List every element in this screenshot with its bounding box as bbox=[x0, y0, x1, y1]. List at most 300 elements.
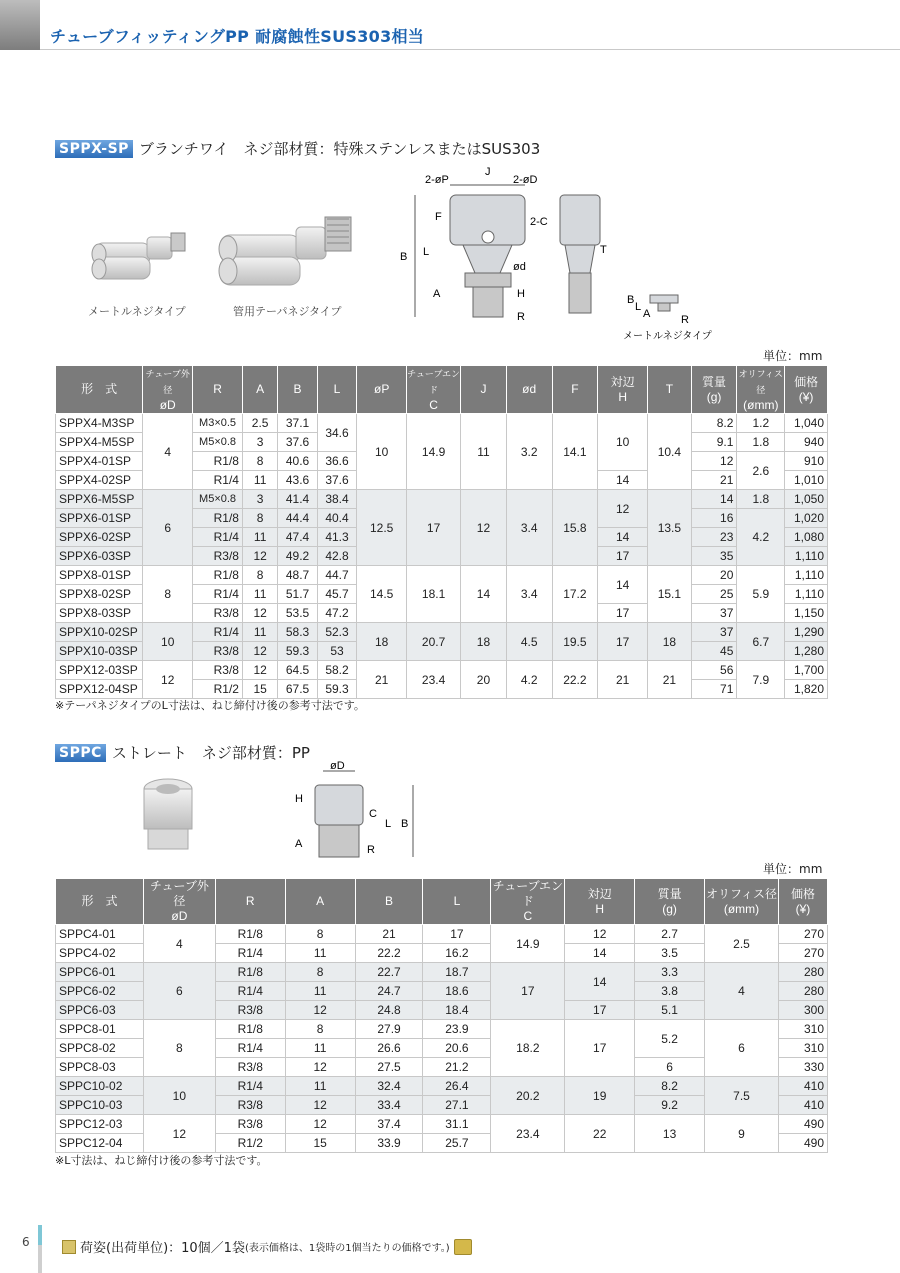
dim-a: A bbox=[433, 288, 441, 300]
table-cell: SPPX6-M5SP bbox=[56, 490, 143, 509]
table-cell: 3.5 bbox=[635, 944, 705, 963]
th-hex: 対辺 H bbox=[598, 366, 648, 414]
table-cell: 10 bbox=[143, 623, 193, 661]
table-cell: 18 bbox=[461, 623, 507, 661]
table-row bbox=[56, 566, 828, 585]
table-cell: 34.6 bbox=[317, 414, 356, 452]
sppx-header-row bbox=[56, 366, 828, 414]
th-tube-od: チューブ外径 øD bbox=[143, 366, 193, 414]
table-cell: 21 bbox=[598, 661, 648, 699]
box-icon bbox=[62, 1240, 76, 1254]
sppc-title: ストレート ネジ部材質：PP bbox=[111, 744, 310, 762]
table-cell: 1,700 bbox=[785, 661, 828, 680]
table-cell: 53 bbox=[317, 642, 356, 661]
table-cell: SPPX4-02SP bbox=[56, 471, 143, 490]
sppc-unit: 単位：mm bbox=[763, 862, 823, 876]
table-cell: 52.3 bbox=[317, 623, 356, 642]
th-r: R bbox=[215, 879, 285, 925]
table-cell: R1/4 bbox=[215, 944, 285, 963]
table-cell: SPPX6-02SP bbox=[56, 528, 143, 547]
table-cell: 37.6 bbox=[317, 471, 356, 490]
table-cell: 11 bbox=[285, 1039, 355, 1058]
table-cell: SPPX4-01SP bbox=[56, 452, 143, 471]
table-cell: 18.7 bbox=[423, 963, 491, 982]
table-cell: R1/4 bbox=[193, 528, 243, 547]
table-cell: R1/4 bbox=[193, 623, 243, 642]
table-cell: 12 bbox=[598, 490, 648, 528]
page-header bbox=[0, 0, 900, 50]
table-cell: 4.2 bbox=[506, 661, 552, 699]
table-cell: 20.2 bbox=[491, 1077, 565, 1115]
table-cell: 8 bbox=[242, 509, 277, 528]
table-cell: 22.2 bbox=[552, 661, 598, 699]
table-cell: 15.8 bbox=[552, 490, 598, 566]
table-cell: 15 bbox=[242, 680, 277, 699]
table-cell: 5.9 bbox=[737, 566, 785, 623]
table-cell: 20.7 bbox=[407, 623, 461, 661]
table-cell: 3.4 bbox=[506, 490, 552, 566]
table-cell: 8 bbox=[143, 566, 193, 623]
sppx-spec-table bbox=[55, 365, 828, 699]
table-cell: R1/4 bbox=[193, 585, 243, 604]
table-cell: 41.3 bbox=[317, 528, 356, 547]
table-cell: 23.9 bbox=[423, 1020, 491, 1039]
table-cell: 8.2 bbox=[691, 414, 737, 433]
table-cell: 3.3 bbox=[635, 963, 705, 982]
sppx-caption-taper: 管用テーパネジタイプ bbox=[233, 305, 342, 318]
footer-main-text: 荷姿(出荷単位)：10個／1袋 bbox=[80, 1241, 245, 1256]
table-cell: 1,080 bbox=[785, 528, 828, 547]
table-cell: R3/8 bbox=[193, 661, 243, 680]
table-cell: 17 bbox=[565, 1001, 635, 1020]
table-cell: 20 bbox=[691, 566, 737, 585]
table-cell: 12 bbox=[285, 1115, 355, 1134]
table-row bbox=[56, 661, 828, 680]
th-orifice: オリフィス径 (ømm) bbox=[705, 879, 779, 925]
table-cell: 14 bbox=[565, 944, 635, 963]
th-model: 形 式 bbox=[56, 366, 143, 414]
table-cell: 12 bbox=[285, 1096, 355, 1115]
table-cell: 32.4 bbox=[355, 1077, 423, 1096]
table-cell: 14.9 bbox=[491, 925, 565, 963]
table-cell: 17 bbox=[598, 547, 648, 566]
table-cell: 21 bbox=[357, 661, 407, 699]
sppc-photo bbox=[138, 775, 198, 855]
table-cell: R3/8 bbox=[215, 1096, 285, 1115]
table-cell: 4.5 bbox=[506, 623, 552, 661]
table-cell: SPPC8-01 bbox=[56, 1020, 144, 1039]
table-cell: 3.2 bbox=[506, 414, 552, 490]
table-cell: 490 bbox=[778, 1134, 827, 1153]
table-cell: SPPX6-01SP bbox=[56, 509, 143, 528]
table-cell: 27.5 bbox=[355, 1058, 423, 1077]
table-cell: 1,010 bbox=[785, 471, 828, 490]
table-cell: 10.4 bbox=[648, 414, 692, 490]
dim-j: J bbox=[485, 166, 491, 178]
dim-r2: R bbox=[681, 314, 689, 326]
table-cell: 17 bbox=[565, 1020, 635, 1077]
table-cell: 11 bbox=[285, 982, 355, 1001]
table-cell: R3/8 bbox=[193, 604, 243, 623]
table-cell: SPPC8-03 bbox=[56, 1058, 144, 1077]
table-cell: SPPX8-03SP bbox=[56, 604, 143, 623]
th-p: øP bbox=[357, 366, 407, 414]
table-cell: 44.4 bbox=[278, 509, 317, 528]
table-cell: 2.6 bbox=[737, 452, 785, 490]
table-cell: 51.7 bbox=[278, 585, 317, 604]
sppc-spec-table bbox=[55, 878, 828, 1153]
table-cell: 1,110 bbox=[785, 585, 828, 604]
dim-sppc-b: B bbox=[401, 818, 409, 830]
table-cell: 23 bbox=[691, 528, 737, 547]
table-cell: 23.4 bbox=[491, 1115, 565, 1153]
table-cell: 14 bbox=[565, 963, 635, 1001]
table-cell: 12 bbox=[691, 452, 737, 471]
table-cell: R1/8 bbox=[215, 925, 285, 944]
header-rule bbox=[40, 49, 900, 50]
table-cell: 7.5 bbox=[705, 1077, 779, 1115]
table-cell: R1/4 bbox=[215, 982, 285, 1001]
table-cell: 12 bbox=[242, 547, 277, 566]
table-cell: 64.5 bbox=[278, 661, 317, 680]
table-cell: SPPX6-03SP bbox=[56, 547, 143, 566]
table-cell: 17 bbox=[598, 604, 648, 623]
dim-2p: 2-øP bbox=[425, 174, 449, 186]
table-cell: SPPX12-04SP bbox=[56, 680, 143, 699]
table-cell: SPPC12-04 bbox=[56, 1134, 144, 1153]
table-cell: 910 bbox=[785, 452, 828, 471]
table-cell: 12 bbox=[242, 642, 277, 661]
sppx-note: ※テーパネジタイプのL寸法は、ねじ締付け後の参考寸法です。 bbox=[55, 699, 365, 712]
table-cell: 270 bbox=[778, 944, 827, 963]
table-cell: 10 bbox=[598, 414, 648, 471]
table-cell: 8 bbox=[242, 452, 277, 471]
table-cell: 36.6 bbox=[317, 452, 356, 471]
table-cell: 40.4 bbox=[317, 509, 356, 528]
table-cell: R3/8 bbox=[215, 1001, 285, 1020]
table-cell: 71 bbox=[691, 680, 737, 699]
table-cell: R1/4 bbox=[215, 1077, 285, 1096]
table-cell: SPPX8-01SP bbox=[56, 566, 143, 585]
table-cell: 12.5 bbox=[357, 490, 407, 566]
table-cell: 3 bbox=[242, 490, 277, 509]
table-cell: SPPX4-M5SP bbox=[56, 433, 143, 452]
table-cell: 1,290 bbox=[785, 623, 828, 642]
table-cell: SPPC10-02 bbox=[56, 1077, 144, 1096]
table-cell: 12 bbox=[285, 1001, 355, 1020]
table-cell: 25.7 bbox=[423, 1134, 491, 1153]
table-cell: 8 bbox=[143, 1020, 215, 1077]
dim-2d: 2-øD bbox=[513, 174, 538, 186]
dim-sppc-r: R bbox=[367, 844, 375, 856]
dim-t: T bbox=[600, 244, 607, 256]
dim-r: R bbox=[517, 311, 525, 323]
sppc-dimension-diagram bbox=[285, 757, 425, 867]
th-tube-end: チューブエンド C bbox=[407, 366, 461, 414]
table-cell: 19.5 bbox=[552, 623, 598, 661]
table-cell: 27.1 bbox=[423, 1096, 491, 1115]
table-cell: 6.7 bbox=[737, 623, 785, 661]
table-cell: 12 bbox=[565, 925, 635, 944]
table-cell: SPPC4-02 bbox=[56, 944, 144, 963]
table-cell: 1,280 bbox=[785, 642, 828, 661]
th-mass: 質量 (g) bbox=[635, 879, 705, 925]
table-cell: 1,040 bbox=[785, 414, 828, 433]
th-model: 形 式 bbox=[56, 879, 144, 925]
th-price: 価格 (¥) bbox=[778, 879, 827, 925]
table-cell: 26.6 bbox=[355, 1039, 423, 1058]
table-row bbox=[56, 414, 828, 433]
dim-sppc-a: A bbox=[295, 838, 303, 850]
table-cell: 18 bbox=[357, 623, 407, 661]
page-footer bbox=[0, 1225, 900, 1273]
th-tube-od: チューブ外径 øD bbox=[143, 879, 215, 925]
table-cell: 40.6 bbox=[278, 452, 317, 471]
table-cell: 21 bbox=[648, 661, 692, 699]
th-l: L bbox=[317, 366, 356, 414]
table-cell: 17 bbox=[598, 623, 648, 661]
table-cell: 17 bbox=[423, 925, 491, 944]
table-cell: 33.4 bbox=[355, 1096, 423, 1115]
table-cell: 4.2 bbox=[737, 509, 785, 566]
dim-l2: L bbox=[635, 301, 642, 313]
table-cell: 2.7 bbox=[635, 925, 705, 944]
package-icon bbox=[454, 1239, 472, 1255]
table-cell: 5.2 bbox=[635, 1020, 705, 1058]
table-cell: 10 bbox=[143, 1077, 215, 1115]
th-a: A bbox=[285, 879, 355, 925]
table-cell: 21 bbox=[691, 471, 737, 490]
table-cell: 48.7 bbox=[278, 566, 317, 585]
table-cell: 20 bbox=[461, 661, 507, 699]
dim-d: ød bbox=[513, 261, 526, 273]
table-cell: R1/8 bbox=[215, 1020, 285, 1039]
table-row bbox=[56, 1077, 828, 1096]
table-cell: 8 bbox=[242, 566, 277, 585]
table-cell: 27.9 bbox=[355, 1020, 423, 1039]
table-cell: R1/8 bbox=[215, 963, 285, 982]
table-row bbox=[56, 623, 828, 642]
table-cell: 2.5 bbox=[705, 925, 779, 963]
th-r: R bbox=[193, 366, 243, 414]
table-cell: 37 bbox=[691, 623, 737, 642]
table-cell: R3/8 bbox=[215, 1115, 285, 1134]
footer-bar-accent bbox=[38, 1225, 42, 1245]
table-cell: 9 bbox=[705, 1115, 779, 1153]
table-cell: 11 bbox=[242, 623, 277, 642]
dim-sppc-h: H bbox=[295, 793, 303, 805]
table-cell: 37.6 bbox=[278, 433, 317, 452]
footer-small-text: (表示価格は、1袋時の1個当たりの価格です。) bbox=[244, 1243, 450, 1254]
table-cell: 15.1 bbox=[648, 566, 692, 623]
table-cell: 14 bbox=[691, 490, 737, 509]
table-cell: SPPC6-02 bbox=[56, 982, 144, 1001]
table-cell: 47.2 bbox=[317, 604, 356, 623]
table-cell: 18.2 bbox=[491, 1020, 565, 1077]
table-cell: 410 bbox=[778, 1077, 827, 1096]
table-cell: 22 bbox=[565, 1115, 635, 1153]
table-cell: 14 bbox=[598, 471, 648, 490]
table-cell: 11 bbox=[242, 528, 277, 547]
sppc-header-row bbox=[56, 879, 828, 925]
table-cell: 49.2 bbox=[278, 547, 317, 566]
table-cell: 31.1 bbox=[423, 1115, 491, 1134]
table-cell: 11 bbox=[242, 471, 277, 490]
table-cell: R1/8 bbox=[193, 509, 243, 528]
table-cell: 12 bbox=[143, 1115, 215, 1153]
table-cell: 2.5 bbox=[242, 414, 277, 433]
th-tube-end: チューブエンド C bbox=[492, 879, 564, 923]
table-cell: 1.8 bbox=[737, 490, 785, 509]
table-cell: 12 bbox=[242, 604, 277, 623]
table-cell: 11 bbox=[285, 1077, 355, 1096]
table-cell: SPPC12-03 bbox=[56, 1115, 144, 1134]
table-cell: 310 bbox=[778, 1039, 827, 1058]
table-cell: 1,110 bbox=[785, 547, 828, 566]
dim-sppc-c: C bbox=[369, 808, 377, 820]
table-cell: SPPC10-03 bbox=[56, 1096, 144, 1115]
table-cell: 14.1 bbox=[552, 414, 598, 490]
table-cell: SPPC6-01 bbox=[56, 963, 144, 982]
table-cell: 20.6 bbox=[423, 1039, 491, 1058]
table-cell: R1/2 bbox=[215, 1134, 285, 1153]
table-cell: 43.6 bbox=[278, 471, 317, 490]
table-cell: 280 bbox=[778, 963, 827, 982]
table-cell: 59.3 bbox=[278, 642, 317, 661]
dim-h: H bbox=[517, 288, 525, 300]
table-cell: 1.8 bbox=[737, 433, 785, 452]
table-cell: 14 bbox=[461, 566, 507, 623]
table-cell: R1/8 bbox=[193, 452, 243, 471]
table-cell: 1,110 bbox=[785, 566, 828, 585]
table-cell: SPPX12-03SP bbox=[56, 661, 143, 680]
table-cell: M3×0.5 bbox=[193, 414, 243, 433]
footer-packing-info bbox=[62, 1237, 472, 1256]
table-cell: 11 bbox=[461, 414, 507, 490]
th-l: L bbox=[423, 879, 491, 925]
table-cell: 940 bbox=[785, 433, 828, 452]
sppx-unit: 単位：mm bbox=[763, 349, 823, 363]
th-orifice: オリフィス径 (ømm) bbox=[737, 366, 785, 414]
table-cell: 1,820 bbox=[785, 680, 828, 699]
table-cell: 42.8 bbox=[317, 547, 356, 566]
dim-2c: 2-C bbox=[530, 216, 548, 228]
table-cell: 330 bbox=[778, 1058, 827, 1077]
table-cell: 1,150 bbox=[785, 604, 828, 623]
table-cell: 21.2 bbox=[423, 1058, 491, 1077]
table-cell: 18.1 bbox=[407, 566, 461, 623]
table-cell: 22.7 bbox=[355, 963, 423, 982]
table-cell: 3.8 bbox=[635, 982, 705, 1001]
table-cell: 47.4 bbox=[278, 528, 317, 547]
sppc-note: ※L寸法は、ねじ締付け後の参考寸法です。 bbox=[55, 1154, 268, 1167]
table-cell: SPPC8-02 bbox=[56, 1039, 144, 1058]
header-accent-block bbox=[0, 0, 40, 50]
table-cell: 1,050 bbox=[785, 490, 828, 509]
table-cell: 58.3 bbox=[278, 623, 317, 642]
table-cell: 1.2 bbox=[737, 414, 785, 433]
page-title: チューブフィッティングPP 耐腐蝕性SUS303相当 bbox=[50, 27, 425, 46]
table-row bbox=[56, 1115, 828, 1134]
table-cell: 16.2 bbox=[423, 944, 491, 963]
table-cell: M5×0.8 bbox=[193, 490, 243, 509]
table-cell: 280 bbox=[778, 982, 827, 1001]
table-cell: M5×0.8 bbox=[193, 433, 243, 452]
table-cell: 6 bbox=[705, 1020, 779, 1077]
dim-a2: A bbox=[643, 308, 651, 320]
th-b: B bbox=[355, 879, 423, 925]
table-cell: 9.2 bbox=[635, 1096, 705, 1115]
table-cell: 16 bbox=[691, 509, 737, 528]
table-cell: 12 bbox=[461, 490, 507, 566]
table-cell: 38.4 bbox=[317, 490, 356, 509]
th-b: B bbox=[278, 366, 317, 414]
sppc-badge: SPPC bbox=[55, 744, 106, 762]
table-cell: 53.5 bbox=[278, 604, 317, 623]
dim-sppc-d: øD bbox=[330, 760, 345, 772]
sppx-dimension-diagram bbox=[395, 165, 735, 345]
sppx-taper-photo bbox=[210, 205, 360, 300]
table-row bbox=[56, 1020, 828, 1039]
sppx-title: ブランチワイ ネジ部材質：特殊ステンレスまたはSUS303 bbox=[138, 140, 541, 158]
table-cell: 1,020 bbox=[785, 509, 828, 528]
table-cell: 8 bbox=[285, 925, 355, 944]
table-cell: 18 bbox=[648, 623, 692, 661]
table-cell: 490 bbox=[778, 1115, 827, 1134]
table-cell: SPPX10-03SP bbox=[56, 642, 143, 661]
table-cell: 12 bbox=[143, 661, 193, 699]
table-cell: SPPC4-01 bbox=[56, 925, 144, 944]
table-cell: 10 bbox=[357, 414, 407, 490]
table-cell: 24.7 bbox=[355, 982, 423, 1001]
dim-f: F bbox=[435, 211, 442, 223]
table-cell: 18.4 bbox=[423, 1001, 491, 1020]
table-cell: R3/8 bbox=[215, 1058, 285, 1077]
table-cell: 37.4 bbox=[355, 1115, 423, 1134]
table-cell: 67.5 bbox=[278, 680, 317, 699]
table-cell: 18.6 bbox=[423, 982, 491, 1001]
table-cell: 6 bbox=[635, 1058, 705, 1077]
table-cell: 270 bbox=[778, 925, 827, 944]
th-j: J bbox=[461, 366, 507, 414]
table-cell: 26.4 bbox=[423, 1077, 491, 1096]
table-cell: SPPC6-03 bbox=[56, 1001, 144, 1020]
table-cell: 6 bbox=[143, 963, 215, 1020]
table-cell: 8 bbox=[285, 963, 355, 982]
table-cell: SPPX10-02SP bbox=[56, 623, 143, 642]
th-price: 価格 (¥) bbox=[785, 366, 828, 414]
table-cell: 6 bbox=[143, 490, 193, 566]
table-cell: 33.9 bbox=[355, 1134, 423, 1153]
table-cell: 45 bbox=[691, 642, 737, 661]
table-cell: 35 bbox=[691, 547, 737, 566]
th-f: F bbox=[552, 366, 598, 414]
table-cell: 310 bbox=[778, 1020, 827, 1039]
th-hex: 対辺 H bbox=[565, 879, 635, 925]
table-cell: 5.1 bbox=[635, 1001, 705, 1020]
table-cell: 37.1 bbox=[278, 414, 317, 433]
table-row bbox=[56, 490, 828, 509]
sppc-section-heading bbox=[55, 742, 310, 763]
table-cell: 24.8 bbox=[355, 1001, 423, 1020]
table-cell: 37 bbox=[691, 604, 737, 623]
table-cell: 22.2 bbox=[355, 944, 423, 963]
table-cell: 3 bbox=[242, 433, 277, 452]
table-cell: SPPX4-M3SP bbox=[56, 414, 143, 433]
table-cell: 12 bbox=[242, 661, 277, 680]
sppx-badge: SPPX-SP bbox=[55, 140, 133, 158]
table-cell: 15 bbox=[285, 1134, 355, 1153]
